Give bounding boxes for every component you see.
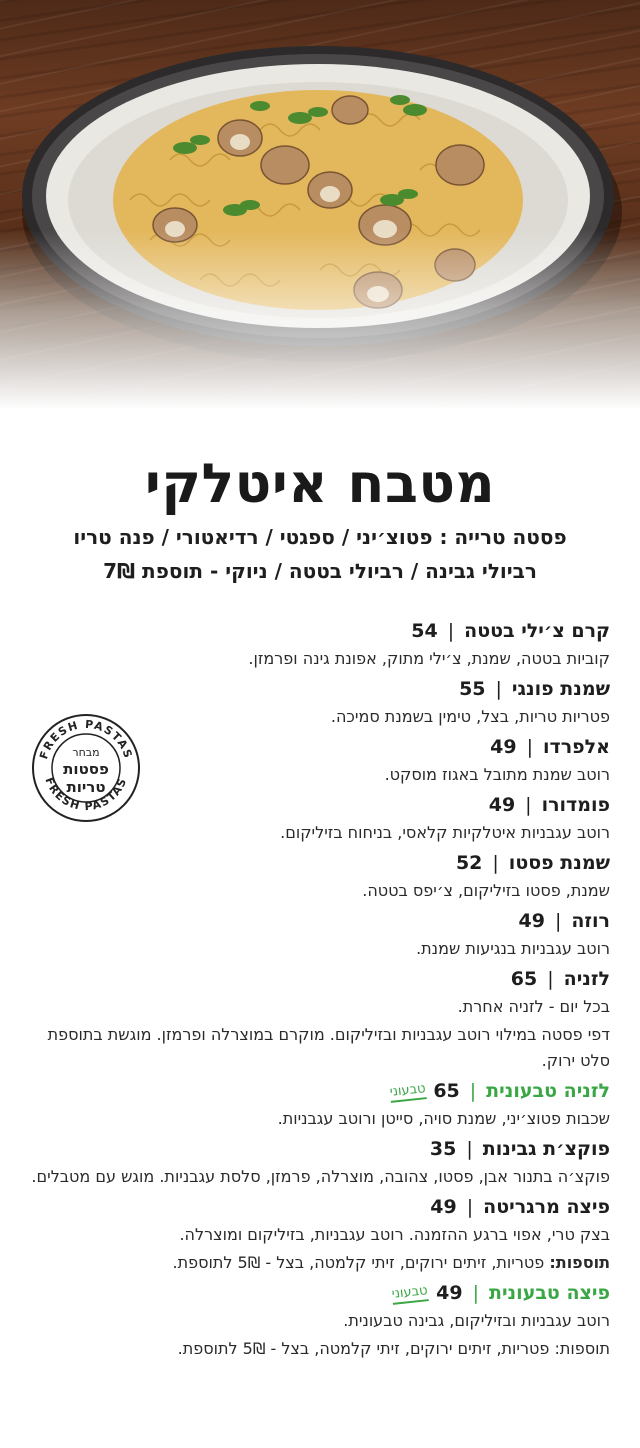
menu-item xyxy=(30,1076,610,1132)
menu-list xyxy=(30,616,610,1364)
menu-item xyxy=(30,848,610,904)
menu-item-header xyxy=(30,732,610,762)
menu-item-name: פוקצ׳ת גבינות xyxy=(482,1138,610,1160)
stamp-line-3: טריות xyxy=(66,778,106,796)
menu-item-description-2: תוספות: פטריות, זיתים ירוקים, זיתי קלמטה, בצל - 5₪ לתוספת. xyxy=(177,1339,610,1358)
separator: | xyxy=(472,1282,479,1304)
separator: | xyxy=(554,910,562,932)
menu-item xyxy=(30,1134,610,1190)
stamp-line-2: פסטות xyxy=(63,760,109,778)
menu-item-header xyxy=(30,1278,610,1308)
menu-item xyxy=(30,616,610,672)
hero-photo xyxy=(0,0,640,410)
menu-item-description: רוטב עגבניות איטלקיות קלאסי, בניחוח בזיליקום. xyxy=(280,823,610,842)
menu-item-price: 49 xyxy=(518,910,545,932)
menu-item-description: רוטב עגבניות ובזיליקום, גבינה טבעונית. xyxy=(343,1311,610,1330)
menu-item-description: רוטב שמנת מתובל באגוז מוסקט. xyxy=(384,765,610,784)
separator: | xyxy=(492,852,499,874)
separator: | xyxy=(526,736,534,758)
separator: | xyxy=(466,1196,474,1218)
stamp-line-1: מבחר xyxy=(72,746,100,759)
vegan-tag: טבעוני xyxy=(392,1283,429,1305)
separator: | xyxy=(469,1080,477,1102)
separator: | xyxy=(466,1138,473,1160)
menu-item-description: פוקצ׳ה בתנור אבן, פסטו, צהובה, מוצרלה, פרמזן, סלסת עגבניות. מוגש עם מטבלים. xyxy=(31,1167,610,1186)
fresh-pasta-line-1: פסטה טרייה : פטוצ׳יני / ספגטי / רדיאטורי / פנה טריו xyxy=(73,525,567,549)
separator: | xyxy=(525,794,532,816)
menu-item-header xyxy=(30,848,610,878)
menu-item-header xyxy=(30,964,610,994)
separator: | xyxy=(447,620,455,642)
extras-text: פטריות, זיתים ירוקים, זיתי קלמטה, בצל - 5₪ לתוספת. xyxy=(172,1253,545,1272)
menu-item xyxy=(30,732,610,788)
menu-item-name: פיצה טבעונית xyxy=(488,1282,610,1304)
menu-item xyxy=(30,790,610,846)
menu-item-description: בכל יום - לזניה אחרת. xyxy=(457,997,610,1016)
menu-item-header xyxy=(30,1192,610,1222)
fresh-pasta-line-2: רביולי גבינה / רביולי בטטה / ניוקי - תוספת 7₪ xyxy=(103,559,537,583)
menu-item xyxy=(30,964,610,1074)
menu-item-name: פיצה מרגריטה xyxy=(483,1196,610,1218)
menu-item-header xyxy=(30,790,610,820)
menu-item xyxy=(30,1192,610,1276)
menu-item-price: 55 xyxy=(459,678,486,700)
menu-item-price: 54 xyxy=(411,620,438,642)
menu-item xyxy=(30,674,610,730)
menu-item-description: קוביות בטטה, שמנת, צ׳ילי מתוק, אפונת גינה ופרמזן. xyxy=(248,649,610,668)
menu-item-name: רוזה xyxy=(571,910,610,932)
vegan-tag: טבעוני xyxy=(389,1081,426,1103)
menu-item-price: 49 xyxy=(436,1282,463,1304)
menu-item-price: 52 xyxy=(455,852,483,874)
menu-item-name: פומדורו xyxy=(541,794,610,816)
menu-item xyxy=(30,906,610,962)
menu-item-description: שמנת, פסטו בזיליקום, צ׳יפס בטטה. xyxy=(362,881,610,900)
menu-item-description-2: דפי פסטה במילוי רוטב עגבניות ובזיליקום. מוקרם במוצרלה ופרמזן. מוגשת בתוספת סלט ירוק. xyxy=(47,1025,610,1070)
menu-item-description: בצק טרי, אפוי ברגע ההזמנה. רוטב עגבניות, בזיליקום ומוצרלה. xyxy=(179,1225,610,1244)
menu-item-description: רוטב עגבניות בנגיעות שמנת. xyxy=(416,939,610,958)
menu-item-header xyxy=(30,1134,610,1164)
menu-item-price: 35 xyxy=(429,1138,457,1160)
menu-item-name: שמנת פונגי xyxy=(511,678,610,700)
menu-item-price: 49 xyxy=(430,1196,457,1218)
fresh-pasta-note xyxy=(40,520,600,588)
separator: | xyxy=(495,678,502,700)
separator: | xyxy=(547,968,554,990)
menu-item-description: שכבות פטוצ׳יני, שמנת סויה, סייטן ורוטב עגבניות. xyxy=(277,1109,610,1128)
menu-item-name: שמנת פסטו xyxy=(508,852,610,874)
hero-fade xyxy=(0,230,640,410)
menu-item-price: 49 xyxy=(488,794,516,816)
stamp-top-text: FRESH PASTAS xyxy=(37,717,135,761)
menu-item-header xyxy=(30,906,610,936)
menu-item-name: לזניה xyxy=(563,968,610,990)
menu-item-name: לזניה טבעונית xyxy=(486,1080,610,1102)
menu-item-name: אלפרדו xyxy=(543,736,610,758)
menu-item-description: פטריות טריות, בצל, טימין בשמנת סמיכה. xyxy=(330,707,610,726)
menu-item-extras xyxy=(30,1250,610,1276)
extras-label: תוספות: xyxy=(549,1253,610,1272)
menu-item-header xyxy=(30,674,610,704)
menu-item xyxy=(30,1278,610,1362)
stamp-bottom-text: FRESH PASTAS xyxy=(42,775,130,814)
menu-item-name: קרם צ׳ילי בטטה xyxy=(464,620,610,642)
menu-item-header xyxy=(30,1076,610,1106)
page-title: מטבח איטלקי xyxy=(144,452,496,515)
menu-item-price: 65 xyxy=(510,968,538,990)
menu-item-price: 49 xyxy=(490,736,517,758)
menu-item-header xyxy=(30,616,610,646)
menu-item-price: 65 xyxy=(433,1080,460,1102)
